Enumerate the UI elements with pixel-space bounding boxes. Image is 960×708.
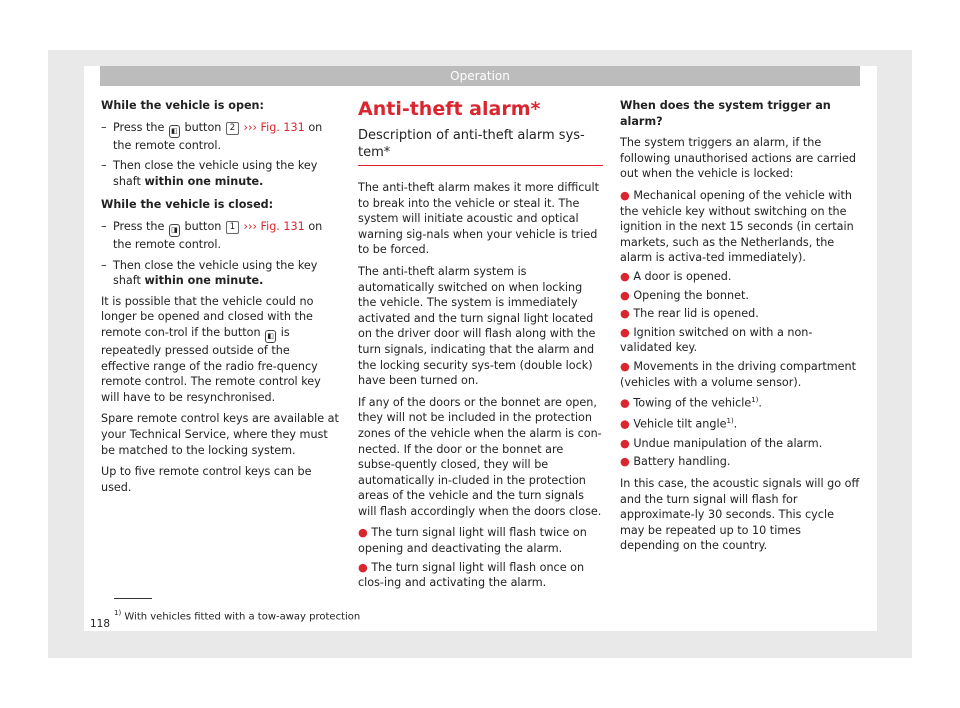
footnote-mark[interactable]: 1)	[726, 417, 734, 426]
number-badge: 2	[226, 122, 239, 135]
trigger-intro: The system triggers an alarm, if the following unauthorised actions are carried out when the vehicle is locked:	[620, 136, 856, 181]
bullet-dot: ●	[620, 269, 634, 283]
bullet-dot: ●	[620, 455, 634, 469]
dash-marker: –	[101, 219, 107, 233]
bullet-dot: ●	[620, 418, 634, 432]
divider	[358, 165, 603, 166]
key-limit-paragraph: Up to five remote control keys can be used.	[101, 465, 312, 494]
column-3	[620, 98, 860, 560]
dash-marker: –	[101, 159, 107, 173]
list-item: ● The rear lid is opened.	[620, 307, 759, 321]
footnote-text: With vehicles fitted with a tow-away protection	[124, 611, 361, 623]
bullet-dot: ●	[620, 288, 634, 302]
bullet-dot: ●	[620, 307, 634, 321]
list-item: ● Battery handling.	[620, 455, 731, 469]
bullet-dot: ●	[620, 359, 634, 373]
subsection-title: Description of anti-theft alarm sys-tem*	[358, 128, 585, 160]
list-item: ● Towing of the vehicle$^{1)}$.	[620, 396, 762, 410]
list-item: ● Undue manipulation of the alarm.	[620, 436, 823, 450]
section-title: Anti-theft alarm*	[358, 98, 541, 120]
open-heading: While the vehicle is open:	[101, 99, 264, 112]
number-badge: 1	[226, 221, 239, 234]
list-item: ● A door is opened.	[620, 269, 732, 283]
list-item: ● Mechanical opening of the vehicle with the vehicle key without switching on the ignition in the next 15 seconds (in certain markets, such as the Netherlands, the alarm is activa-ted immediately).	[620, 188, 854, 265]
footnote-divider	[114, 598, 152, 599]
column-2	[358, 98, 603, 594]
section-label: Operation	[450, 69, 510, 83]
page-number: 118	[90, 618, 111, 630]
list-item: ● Opening the bonnet.	[620, 288, 749, 302]
list-item: ● Vehicle tilt angle$^{1)}$.	[620, 417, 738, 432]
column-1	[101, 98, 341, 501]
bullet-dot: ●	[620, 325, 634, 339]
dash-marker: –	[101, 258, 107, 272]
footnote-mark[interactable]: 1)	[751, 396, 759, 405]
footnote-mark: 1)	[114, 609, 122, 617]
bullet-dot: ●	[620, 396, 634, 410]
fig-reference[interactable]: ››› Fig. 131	[239, 219, 305, 233]
trigger-heading: When does the system trigger an alarm?	[620, 99, 831, 128]
resync-paragraph: It is possible that the vehicle could no longer be opened and closed with the remote con-trol if the button ◧ is repeatedly pressed outside of the effective range of the radio fre-quency remote control. The remote control key will have to be resynchronised.	[101, 294, 321, 404]
unlock-key-icon: ◧	[265, 330, 276, 343]
list-item: ● The turn signal light will flash twice on opening and deactivating the alarm.	[358, 526, 587, 556]
list-item: ● Movements in the driving compartment (vehicles with a volume sensor).	[620, 359, 857, 389]
closed-step-2: – Then close the vehicle using the key shaft within one minute.	[101, 258, 318, 288]
footnote	[114, 606, 360, 624]
open-step-2: – Then close the vehicle using the key shaft within one minute.	[101, 159, 318, 188]
paragraph: If any of the doors or the bonnet are open, they will not be included in the protection zones of the vehicle when the alarm is con-nected. If the door or the bonnet are subse-quently closed, they will be automatically in-cluded in the protection areas of the vehicle and the turn signals will flash accordingly when the doors close.	[358, 395, 602, 518]
section-header	[100, 66, 860, 86]
open-step-1: – Press the ◧ button 2 ››› Fig. 131 on the remote control.	[101, 120, 323, 152]
closed-heading: While the vehicle is closed:	[101, 198, 274, 212]
bullet-dot: ●	[358, 560, 372, 574]
closing-paragraph: In this case, the acoustic signals will go off and the turn signal will flash for approximate-ly 30 seconds. This cycle may be repeated up to 10 times depending on the country.	[620, 476, 860, 553]
lock-key-icon: ◨	[169, 224, 180, 237]
bullet-dot: ●	[620, 188, 634, 202]
unlock-key-icon: ◧	[169, 125, 180, 138]
fig-reference[interactable]: ››› Fig. 131	[239, 120, 305, 134]
closed-step-1: – Press the ◨ button 1 ››› Fig. 131 on the remote control.	[101, 219, 323, 251]
paragraph: The anti-theft alarm makes it more difficult to break into the vehicle or steal it. The system will initiate acoustic and optical warning sig-nals when your vehicle is tried to be forced.	[358, 181, 600, 257]
list-item: ● Ignition switched on with a non-validated key.	[620, 325, 813, 355]
bullet-dot: ●	[358, 526, 372, 540]
paragraph: The anti-theft alarm system is automatically switched on when locking the vehicle. The system is immediately activated and the turn signal light located on the driver door will flash along with the turn signals, indicating that the alarm and the locking security sys-tem (double lock) have been turned on.	[358, 264, 596, 388]
list-item: ● The turn signal light will flash once on clos-ing and activating the alarm.	[358, 560, 585, 590]
dash-marker: –	[101, 120, 107, 134]
spare-keys-paragraph: Spare remote control keys are available at your Technical Service, where they must be matched to the locking system.	[101, 412, 339, 457]
bullet-dot: ●	[620, 436, 634, 450]
